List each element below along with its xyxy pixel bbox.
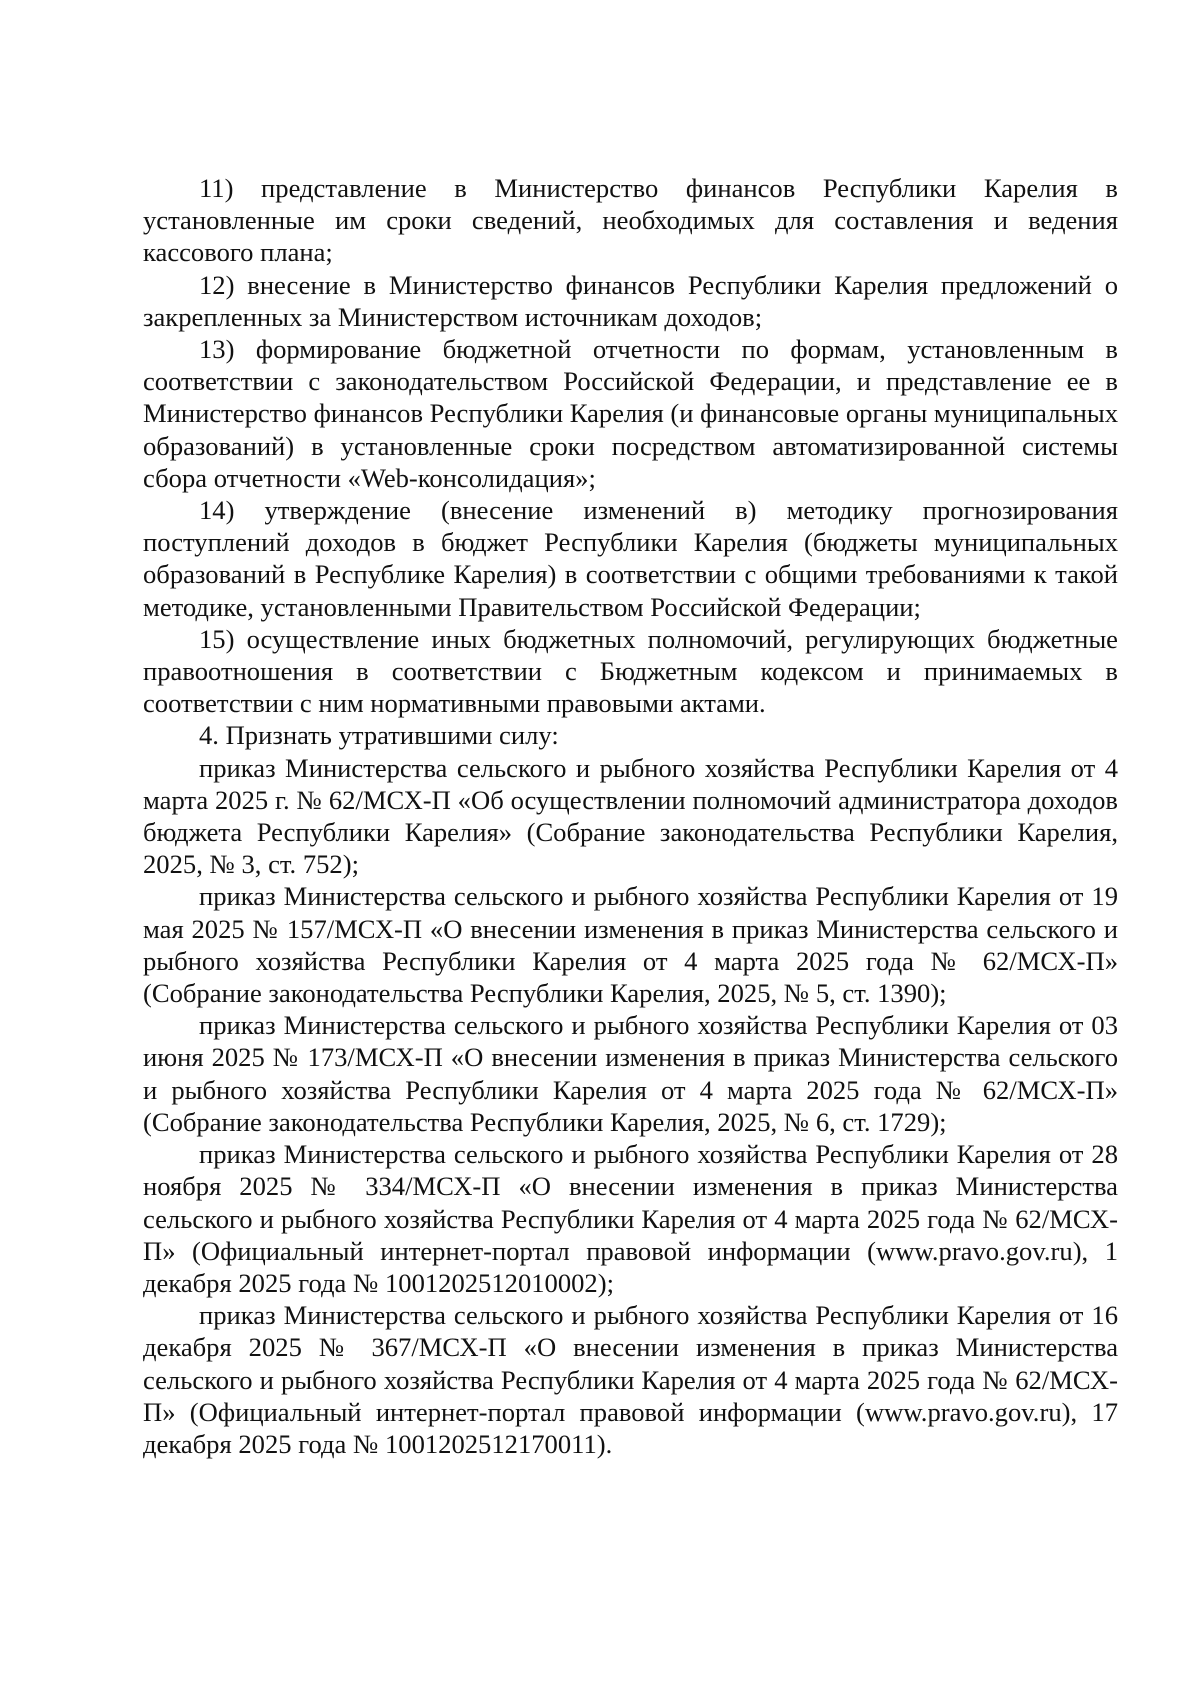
- paragraph-repealed-order-4: приказ Министерства сельского и рыбного хозяйства Республики Карелия от 28 ноября 2025 № 334/МСХ-П «О внесении изменения в приказ Министерства сельского и рыбного хозяйства Республики Карелия от 4 марта 2025 года № 62/МСХ-П» (Официальный интернет-портал правовой информации (www.pravo.gov.ru), 1 декабря 2025 года № 1001202512010002);: [143, 1139, 1118, 1298]
- paragraph-item-12: 12) внесение в Министерство финансов Республики Карелия предложений о закрепленных за Министерством источникам доходов;: [143, 269, 1118, 332]
- paragraph-item-13: 13) формирование бюджетной отчетности по формам, установленным в соответствии с законодательством Российской Федерации, и представление ее в Министерство финансов Республики Карелия (и финансовые органы муниципальных образований) в установленные сроки посредством автоматизированной системы сбора отчетности «Web-консолидация»;: [143, 334, 1118, 493]
- paragraph-item-15: 15) осуществление иных бюджетных полномочий, регулирующих бюджетные правоотношения в соответствии с Бюджетным кодексом и принимаемых в соответствии с ним нормативными правовыми актами.: [143, 623, 1118, 719]
- paragraph-repealed-order-3: приказ Министерства сельского и рыбного хозяйства Республики Карелия от 03 июня 2025 № 173/МСХ-П «О внесении изменения в приказ Министерства сельского и рыбного хозяйства Республики Карелия от 4 марта 2025 года № 62/МСХ-П» (Собрание законодательства Республики Карелия, 2025, № 6, ст. 1729);: [143, 1010, 1118, 1137]
- paragraph-repealed-order-1: приказ Министерства сельского и рыбного хозяйства Республики Карелия от 4 марта 2025 г. № 62/МСХ-П «Об осуществлении полномочий администратора доходов бюджета Республики Карелия» (Собрание законодательства Республики Карелия, 2025, № 3, ст. 752);: [143, 752, 1118, 880]
- paragraph-repealed-order-5: приказ Министерства сельского и рыбного хозяйства Республики Карелия от 16 декабря 2025 № 367/МСХ-П «О внесении изменения в приказ Министерства сельского и рыбного хозяйства Республики Карелия от 4 марта 2025 года № 62/МСХ-П» (Официальный интернет-портал правовой информации (www.pravo.gov.ru), 17 декабря 2025 года № 1001202512170011).: [143, 1300, 1118, 1459]
- paragraph-section-4-heading: 4. Признать утратившими силу:: [199, 720, 559, 751]
- document-body: [143, 172, 1118, 1460]
- paragraph-item-11: 11) представление в Министерство финансов Республики Карелия в установленные им сроки сведений, необходимых для составления и ведения кассового плана;: [143, 173, 1118, 268]
- paragraph-item-14: 14) утверждение (внесение изменений в) методику прогнозирования поступлений доходов в бюджет Республики Карелия (бюджеты муниципальных образований в Республике Карелия) в соответствии с общими требованиями к такой методике, установленными Правительством Российской Федерации;: [143, 495, 1118, 622]
- paragraph-repealed-order-2: приказ Министерства сельского и рыбного хозяйства Республики Карелия от 19 мая 2025 № 157/МСХ-П «О внесении изменения в приказ Министерства сельского и рыбного хозяйства Республики Карелия от 4 марта 2025 года № 62/МСХ-П» (Собрание законодательства Республики Карелия, 2025, № 5, ст. 1390);: [143, 881, 1118, 1009]
